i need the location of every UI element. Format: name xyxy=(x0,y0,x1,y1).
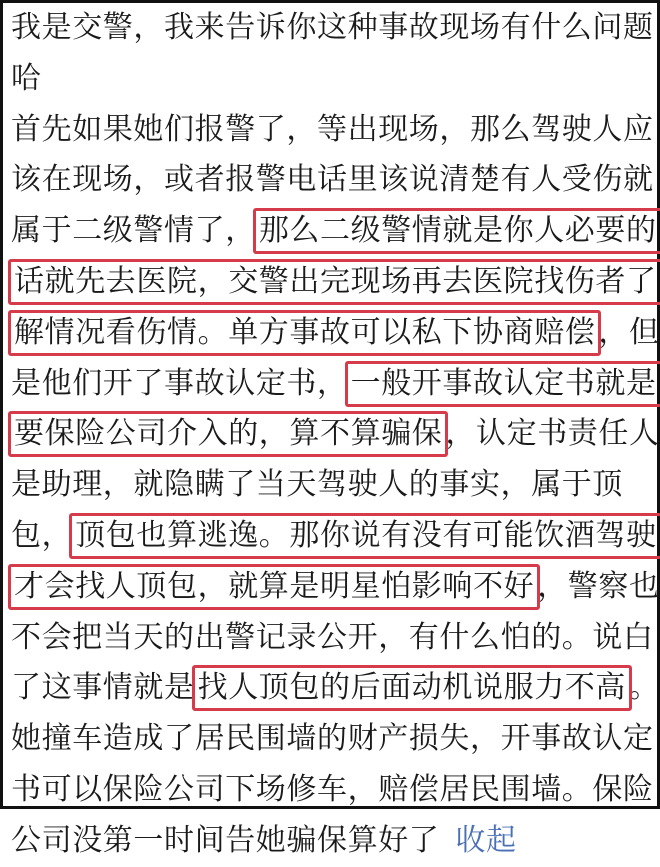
comment-line xyxy=(11,54,651,105)
comment-line xyxy=(11,511,657,562)
comment-text: 。 xyxy=(629,670,660,706)
comment-text: ，认定书责任人 xyxy=(445,416,660,452)
comment-line xyxy=(11,3,654,54)
comment-text: ，警察也 xyxy=(537,568,660,604)
comment-text: 公司没第一时间告她骗保算好了 xyxy=(11,822,440,858)
comment-line xyxy=(11,409,660,460)
comment-line xyxy=(11,714,654,765)
highlighted-text: 那么二级警情就是你人必要的 xyxy=(253,208,660,254)
comment-line xyxy=(11,359,657,410)
comment-text: 哈 xyxy=(11,60,42,96)
comment-body xyxy=(11,3,660,867)
collapse-link[interactable]: 收起 xyxy=(455,822,517,858)
comment-text: 包， xyxy=(11,517,73,553)
highlighted-text: 解情况看伤情。单方事故可以私下协商赔偿 xyxy=(8,310,601,356)
comment-text: 不会把当天的出警记录公开，有什么怕的。说白 xyxy=(11,619,654,655)
comment-line xyxy=(11,105,654,156)
highlighted-text: 要保险公司介入的，算不算骗保 xyxy=(8,411,448,457)
highlighted-text: 才会找人顶包，就算是明星怕影响不好 xyxy=(8,564,540,610)
comment-text: 她撞车造成了居民围墙的财产损失，开事故认定 xyxy=(11,721,654,757)
highlighted-text: 找人顶包的后面动机说服力不高 xyxy=(192,665,632,711)
comment-line xyxy=(11,308,660,359)
comment-line xyxy=(11,460,651,511)
comment-line xyxy=(11,816,651,867)
comment-text: 该在现场，或者报警电话里该说清楚有人受伤就 xyxy=(11,162,654,198)
comment-line xyxy=(11,257,657,308)
comment-text: 属于二级警情了， xyxy=(11,213,256,249)
comment-text: 书可以保险公司下场修车，赔偿居民围墙。保险 xyxy=(11,771,654,807)
comment-text: 首先如果她们报警了，等出现场，那么驾驶人应 xyxy=(11,111,654,147)
highlighted-text: 一般开事故认定书就是 xyxy=(345,361,660,407)
highlighted-text: 顶包也算逃逸。那你说有没有可能饮酒驾驶 xyxy=(69,513,660,559)
comment-line xyxy=(11,613,654,664)
comment-text: 是他们开了事故认定书， xyxy=(11,365,348,401)
comment-line xyxy=(11,765,654,816)
comment-text: 了这事情就是 xyxy=(11,670,195,706)
comment-line xyxy=(11,206,657,257)
highlighted-text: 话就先去医院，交警出完现场再去医院找伤者了 xyxy=(8,259,660,305)
comment-text: 我是交警，我来告诉你这种事故现场有什么问题 xyxy=(11,10,654,45)
comment-text: ，但 xyxy=(598,314,660,350)
comment-text: 是助理，就隐瞒了当天驾驶人的事实，属于顶 xyxy=(11,467,623,503)
comment-line xyxy=(11,562,660,613)
comment-line xyxy=(11,663,660,714)
comment-line xyxy=(11,155,654,206)
